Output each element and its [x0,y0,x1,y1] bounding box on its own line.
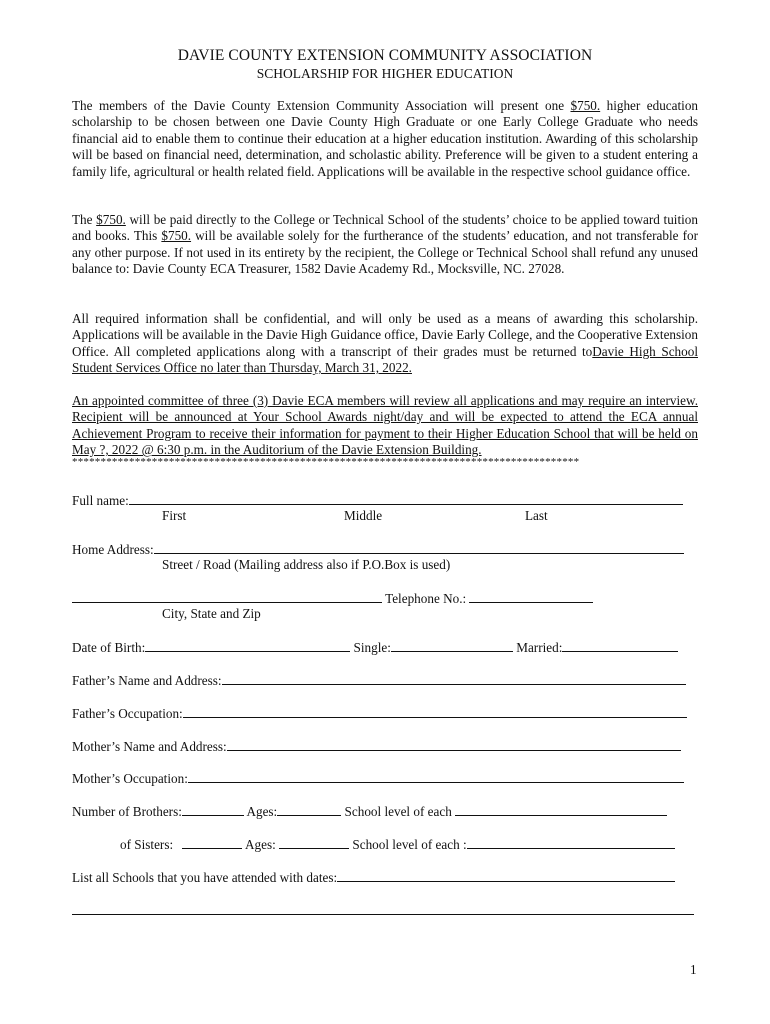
p3-text-a: All required information shall be confidential, and will only be used as a means of awarding this scholarship. Applications will be available in the Davie High Guidance office, Davie Early College, and the Cooperative Extension Office. All completed applications along with a transcript of their grades must be returned to [72,311,698,359]
sisters-school-level-label: School level of each : [352,837,467,852]
home-address-field[interactable] [154,541,684,554]
list-schools-field[interactable] [337,869,675,882]
num-brothers-label: Number of Brothers: [72,804,182,819]
street-hint: Street / Road (Mailing address also if P.O.Box is used) [162,557,451,572]
home-address-label: Home Address: [72,542,154,557]
schools-row-2 [72,902,694,919]
p1-text-b: higher education scholarship to be chosen between one Davie County High Graduate or one Early College Graduate who needs financial aid to enable them to continue their education at a higher education institution. Awarding of this scholarship will be based on financial need, determination, and scholastic ability. Preference will be given to a student entering a family life, agricultural or health related field. Applications will be available in the respective school guidance office. [72,98,699,179]
married-label: Married: [516,640,563,655]
num-brothers-field[interactable] [182,803,244,816]
first-label: First [162,508,187,523]
telephone-field[interactable] [469,590,593,603]
mother-occupation-field[interactable] [188,770,684,783]
sisters-ages-field[interactable] [279,836,349,849]
confidential-paragraph [72,311,698,377]
full-name-field[interactable] [129,492,683,505]
p2-text-c: will be available solely for the furtherance of the students’ education, and not transferable for any other purpose. If not used in its entirety by the recipient, the College or Technical School shall refund any unused balance to: Davie County ECA Treasurer, 1582 Davie Academy Rd., Mocksville, NC. 27028. [72,228,698,277]
middle-label: Middle [344,508,383,523]
brothers-row [72,803,667,820]
dob-field[interactable] [145,639,350,652]
sisters-school-level-field[interactable] [467,836,675,849]
single-field[interactable] [391,639,513,652]
org-title: DAVIE COUNTY EXTENSION COMMUNITY ASSOCIATION [177,47,593,64]
list-schools-label: List all Schools that you have attended with dates: [72,870,338,885]
city-telephone-row [72,590,593,607]
single-label: Single: [353,640,391,655]
intro-paragraph [72,98,698,180]
p1-text-a: The members of the Davie County Extension Community Association will present one [72,98,571,113]
father-name-field[interactable] [222,672,686,685]
form-subtitle: SCHOLARSHIP FOR HIGHER EDUCATION [256,66,514,81]
father-occupation-label: Father’s Occupation: [72,706,183,721]
father-name-label: Father’s Name and Address: [72,673,222,688]
mother-name-field[interactable] [227,738,681,751]
full-name-row [72,492,683,509]
telephone-label: Telephone No.: [385,591,467,606]
p1-amount: $750. [570,98,601,113]
brothers-school-level-label: School level of each [344,804,452,819]
sisters-row [120,836,675,853]
father-name-row [72,672,686,689]
list-schools-field-2[interactable] [72,902,694,915]
star-divider: ***************************************************************************************** [72,456,580,468]
sisters-ages-label: Ages: [245,837,276,852]
page-number: 1 [690,962,697,977]
brothers-school-level-field[interactable] [455,803,667,816]
dob-label: Date of Birth: [72,640,146,655]
city-hint: City, State and Zip [162,606,261,621]
father-occupation-field[interactable] [183,705,687,718]
schools-row [72,869,675,886]
payment-paragraph [72,212,698,278]
p2-text-a: The [72,212,97,227]
city-state-zip-field[interactable] [72,590,382,603]
p2-text-b: will be paid directly to the College or Technical School of the students’ choice to be applied toward tuition and books. This [72,212,698,244]
p2-amount-1: $750. [96,212,126,227]
num-sisters-field[interactable] [182,836,242,849]
home-address-row [72,541,684,558]
father-occupation-row [72,705,687,722]
mother-occupation-row [72,770,684,787]
brothers-ages-field[interactable] [277,803,341,816]
mother-name-row [72,738,681,755]
committee-paragraph: An appointed committee of three (3) Davie ECA members will review all applications and may require an interview. Recipient will be announced at Your School Awards night/day and will be expected to attend the ECA annual Achievement Program to receive their information for payment to their Higher Education School that will be held on May ?, 2022 @ 6:30 p.m. in the Auditorium of the Davie Extension Building. [72,393,698,458]
full-name-label: Full name: [72,493,129,508]
mother-name-label: Mother’s Name and Address: [72,739,227,754]
p3-deadline: Davie High School Student Services Office no later than Thursday, March 31, 2022. [72,343,698,376]
last-label: Last [525,508,548,523]
brothers-ages-label: Ages: [246,804,278,819]
p2-amount-2: $750. [161,228,192,244]
dob-row [72,639,678,656]
mother-occupation-label: Mother’s Occupation: [72,771,188,786]
num-sisters-label: of Sisters: [120,837,174,852]
married-field[interactable] [562,639,678,652]
